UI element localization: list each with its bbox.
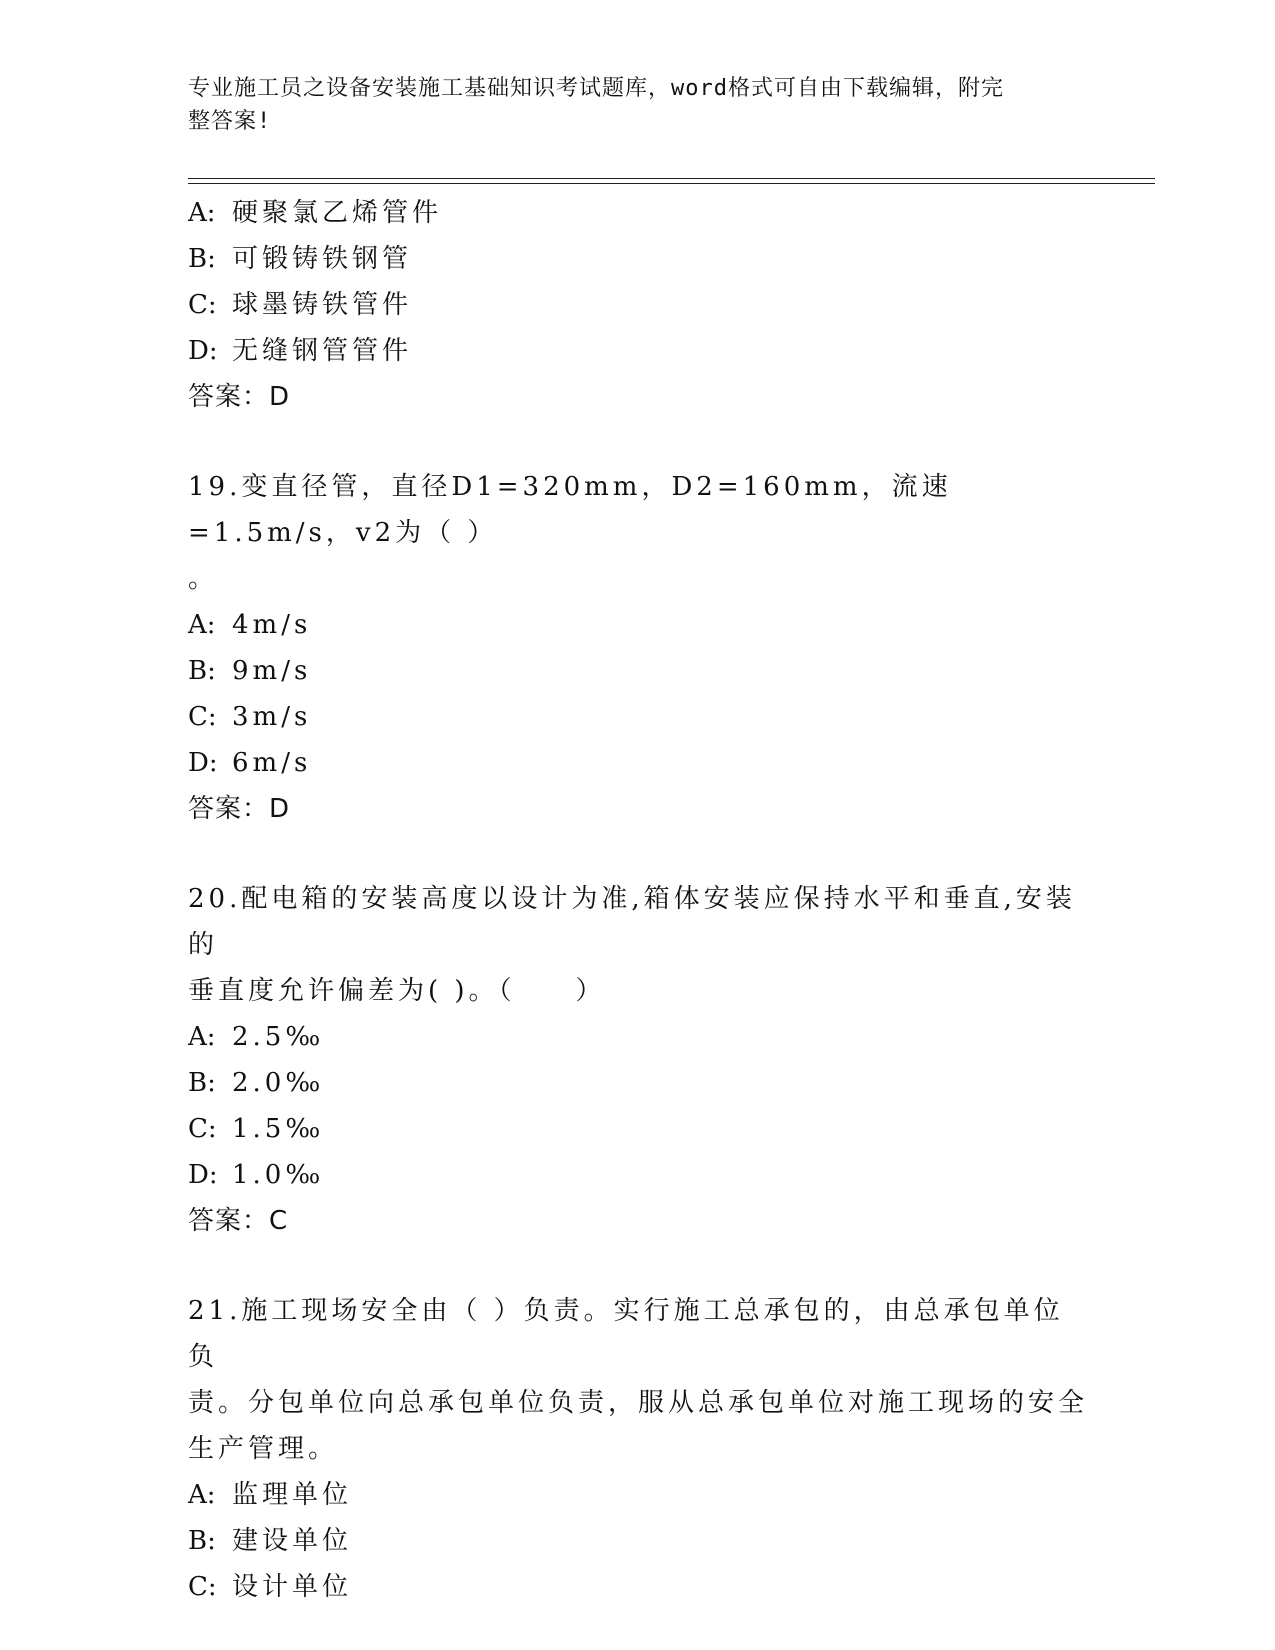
option-c	[188, 694, 1088, 740]
option-text: 设计单位	[232, 1572, 353, 1602]
question-list	[188, 190, 1088, 1610]
option-text: 2.0‰	[232, 1068, 325, 1098]
option-d	[188, 1152, 1088, 1198]
option-c	[188, 1106, 1088, 1152]
option-letter: D:	[188, 336, 218, 366]
option-letter: A:	[188, 1022, 216, 1052]
option-text: 4m/s	[232, 610, 312, 640]
option-text: 监理单位	[232, 1480, 353, 1510]
option-text: 硬聚氯乙烯管件	[232, 198, 443, 228]
question-text-line-1: 20.配电箱的安装高度以设计为准,箱体安装应保持水平和垂直,安装的	[188, 884, 1076, 960]
question-18	[188, 190, 1088, 420]
option-text: 球墨铸铁管件	[232, 290, 413, 320]
option-letter: A:	[188, 198, 216, 228]
option-b	[188, 648, 1088, 694]
answer-label: 答案：D	[188, 382, 291, 412]
answer-label: 答案：C	[188, 1206, 289, 1236]
header-divider-bottom	[188, 183, 1155, 184]
option-text: 建设单位	[232, 1526, 353, 1556]
option-text: 可锻铸铁钢管	[232, 244, 413, 274]
option-text: 1.5‰	[232, 1114, 325, 1144]
header-line-1: 专业施工员之设备安装施工基础知识考试题库，word格式可自由下载编辑，附完	[188, 76, 1004, 101]
option-b	[188, 1518, 1088, 1564]
question-text-line-1: 21.施工现场安全由（ ）负责。实行施工总承包的，由总承包单位负	[188, 1296, 1064, 1372]
option-d	[188, 740, 1088, 786]
option-letter: B:	[188, 244, 216, 274]
option-text: 无缝钢管管件	[232, 336, 413, 366]
option-text: 9m/s	[232, 656, 312, 686]
option-letter: C:	[188, 290, 217, 320]
option-letter: B:	[188, 1068, 216, 1098]
question-text-line-3: 生产管理。	[188, 1434, 339, 1464]
document-header	[188, 72, 1088, 138]
question-19	[188, 464, 1088, 832]
option-a	[188, 602, 1088, 648]
option-text: 3m/s	[232, 702, 312, 732]
option-b	[188, 236, 1088, 282]
option-b	[188, 1060, 1088, 1106]
question-text-line-2: 责。分包单位向总承包单位负责，服从总承包单位对施工现场的安全	[188, 1388, 1089, 1418]
question-20	[188, 876, 1088, 1244]
option-letter: A:	[188, 610, 216, 640]
header-line-2: 整答案!	[188, 109, 272, 134]
question-text-line-2: 垂直度允许偏差为( )。（ ）	[188, 976, 606, 1006]
option-letter: D:	[188, 1160, 218, 1190]
answer-label: 答案：D	[188, 794, 291, 824]
option-c	[188, 282, 1088, 328]
option-c	[188, 1564, 1088, 1610]
option-a	[188, 190, 1088, 236]
question-text-line-2: 。	[188, 564, 219, 594]
option-letter: C:	[188, 702, 217, 732]
option-letter: C:	[188, 1572, 217, 1602]
option-text: 2.5‰	[232, 1022, 325, 1052]
question-text-line-1: 19.变直径管，直径D1=320mm，D2=160mm，流速=1.5m/s，v2为（ ）	[188, 472, 952, 548]
header-divider-top	[188, 178, 1155, 179]
option-a	[188, 1472, 1088, 1518]
option-d	[188, 328, 1088, 374]
option-letter: D:	[188, 748, 218, 778]
option-letter: A:	[188, 1480, 216, 1510]
option-letter: C:	[188, 1114, 217, 1144]
option-a	[188, 1014, 1088, 1060]
option-letter: B:	[188, 1526, 216, 1556]
option-letter: B:	[188, 656, 216, 686]
question-21	[188, 1288, 1088, 1610]
option-text: 6m/s	[232, 748, 312, 778]
option-text: 1.0‰	[232, 1160, 325, 1190]
